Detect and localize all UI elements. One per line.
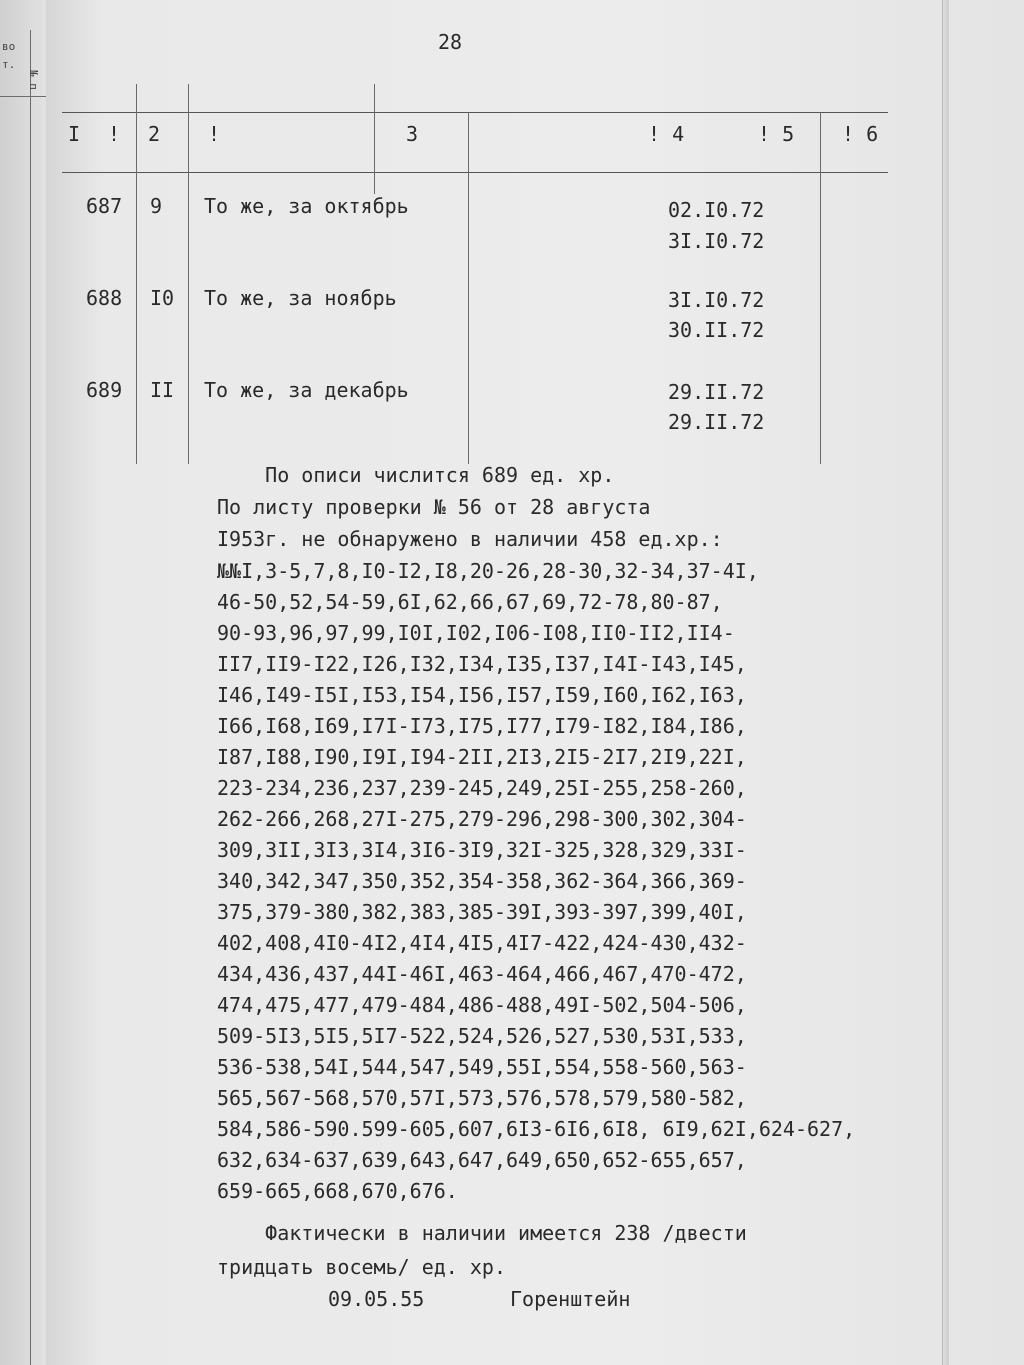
missing-items-line: 632,634-637,639,643,647,649,650,652-655,657, [217, 1148, 747, 1172]
column-divider [136, 84, 137, 464]
summary-actual-continued: тридцать восемь/ ед. хр. [217, 1255, 506, 1279]
column-divider [188, 84, 189, 464]
row-number: 688 [86, 286, 123, 310]
column-divider [374, 84, 375, 194]
row-date-start: 29.II.72 [668, 380, 765, 404]
header-separator: ! [208, 122, 221, 146]
row-title: То же, за октябрь [204, 194, 409, 218]
row-date-end: 3I.I0.72 [668, 229, 765, 253]
missing-items-line: 375,379-380,382,383,385-39I,393-397,399,40I, [217, 900, 747, 924]
column-divider [468, 112, 469, 464]
missing-items-line: 402,408,4I0-4I2,4I4,4I5,4I7-422,424-430,432- [217, 931, 747, 955]
row-date-start: 3I.I0.72 [668, 288, 765, 312]
row-date-start: 02.I0.72 [668, 198, 765, 222]
previous-page-rule [30, 30, 31, 1365]
summary-check-sheet: По листу проверки № 56 от 28 августа [217, 495, 651, 519]
summary-missing: I953г. не обнаружено в наличии 458 ед.хр.: [217, 527, 723, 551]
previous-page-fragment: во [2, 40, 16, 53]
table-header-rule [62, 172, 888, 173]
missing-items-line: 223-234,236,237,239-245,249,25I-255,258-260, [217, 776, 747, 800]
header-col-2: 2 [148, 122, 161, 146]
missing-items-line: I87,I88,I90,I9I,I94-2II,2I3,2I5-2I7,2I9,22I, [217, 745, 747, 769]
row-date-end: 30.II.72 [668, 318, 765, 342]
table-top-rule [62, 112, 888, 113]
missing-items-line: 46-50,52,54-59,6I,62,66,67,69,72-78,80-87, [217, 590, 723, 614]
row-title: То же, за ноябрь [204, 286, 397, 310]
summary-actual: Фактически в наличии имеется 238 /двести [217, 1221, 747, 1245]
header-col-3: 3 [406, 122, 419, 146]
missing-items-line: 262-266,268,27I-275,279-296,298-300,302,304- [217, 807, 747, 831]
header-col-4: ! 4 [648, 122, 685, 146]
row-sub-number: I0 [150, 286, 175, 310]
row-number: 689 [86, 378, 123, 402]
summary-total: По описи числится 689 ед. хр. [217, 463, 615, 487]
header-separator: ! [108, 122, 121, 146]
missing-items-line: 536-538,54I,544,547,549,55I,554,558-560,563- [217, 1055, 747, 1079]
page-number: 28 [438, 30, 463, 54]
row-date-end: 29.II.72 [668, 410, 765, 434]
missing-items-line: 340,342,347,350,352,354-358,362-364,366,369- [217, 869, 747, 893]
missing-items-line: 584,586-590.599-605,607,6I3-6I6,6I8, 6I9,62I,624-627, [217, 1117, 856, 1141]
signature-name: Горенштейн [510, 1287, 631, 1311]
missing-items-line: II7,II9-I22,I26,I32,I34,I35,I37,I4I-I43,I45, [217, 652, 747, 676]
header-col-1: I [68, 122, 81, 146]
header-col-6: ! 6 [842, 122, 879, 146]
row-sub-number: 9 [150, 194, 163, 218]
previous-page-fragment: т. [2, 58, 16, 71]
row-title: То же, за декабрь [204, 378, 409, 402]
missing-items-line: I46,I49-I5I,I53,I54,I56,I57,I59,I60,I62,I63, [217, 683, 747, 707]
page-edge [942, 0, 949, 1365]
missing-items-line: I66,I68,I69,I7I-I73,I75,I77,I79-I82,I84,I86, [217, 714, 747, 738]
row-number: 687 [86, 194, 123, 218]
previous-page-fragment: № п [27, 70, 40, 90]
header-col-5: ! 5 [758, 122, 795, 146]
missing-items-line: 509-5I3,5I5,5I7-522,524,526,527,530,53I,533, [217, 1024, 747, 1048]
missing-items-line: 309,3II,3I3,3I4,3I6-3I9,32I-325,328,329,33I- [217, 838, 747, 862]
missing-items-line: 474,475,477,479-484,486-488,49I-502,504-506, [217, 993, 747, 1017]
signature-date: 09.05.55 [328, 1287, 425, 1311]
column-divider [820, 112, 821, 464]
missing-items-line: 565,567-568,570,57I,573,576,578,579,580-582, [217, 1086, 747, 1110]
row-sub-number: II [150, 378, 175, 402]
missing-items-line: №№I,3-5,7,8,I0-I2,I8,20-26,28-30,32-34,37-4I, [217, 559, 759, 583]
missing-items-line: 434,436,437,44I-46I,463-464,466,467,470-472, [217, 962, 747, 986]
missing-items-line: 659-665,668,670,676. [217, 1179, 458, 1203]
missing-items-line: 90-93,96,97,99,I0I,I02,I06-I08,II0-II2,II4- [217, 621, 735, 645]
